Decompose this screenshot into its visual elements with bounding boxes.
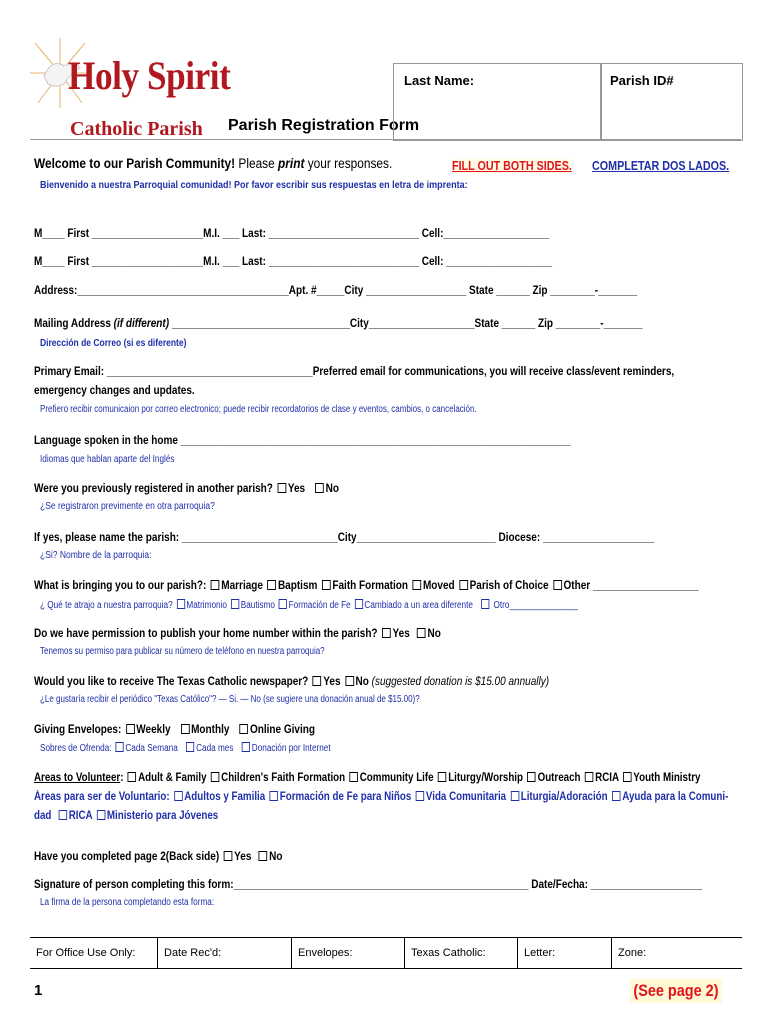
faith-formation-checkbox[interactable]: [322, 580, 331, 590]
logo-holy-spirit: Holy Spirit: [68, 53, 231, 98]
cambiado-checkbox[interactable]: [355, 599, 363, 609]
office-zone[interactable]: Zone:: [618, 947, 647, 959]
formacion-ninos-checkbox[interactable]: [270, 791, 279, 801]
welcome-bold: Welcome to our Parish Community!: [34, 156, 236, 171]
otro-checkbox[interactable]: [481, 599, 489, 609]
parish-id-label: Parish ID#: [610, 73, 674, 88]
volunteer-spanish-line: Áreas para ser de Voluntario: Adultos y Familia Formación de Fe para Niños Vida Comunitaria Liturgia/Adoración Ayuda para la Comuni-: [34, 791, 729, 803]
moved-checkbox[interactable]: [413, 580, 422, 590]
bringing-spanish: ¿ Qué te atrajo a nuestra parroquia? Matrimonio Bautismo Formación de Fe Cambiado a un area diferente Otro_______________: [40, 600, 578, 611]
last-name-label: Last Name:: [404, 73, 475, 88]
donacion-checkbox[interactable]: [242, 742, 250, 752]
formacion-checkbox[interactable]: [279, 599, 287, 609]
baptism-checkbox[interactable]: [267, 580, 276, 590]
giving-envelopes-line: Giving Envelopes: Weekly Monthly Online Giving: [34, 724, 316, 736]
signature-line[interactable]: Signature of person completing this form:_____________________________________________________ Date/Fecha: ____________________: [34, 879, 703, 891]
primary-email-line-2: emergency changes and updates.: [34, 385, 195, 397]
page2-yes-checkbox[interactable]: [224, 851, 233, 861]
matrimonio-checkbox[interactable]: [177, 599, 185, 609]
bringing-line: What is bringing you to our parish?: Marriage Baptism Faith Formation Moved Parish of Choice Other ___________________: [34, 580, 699, 592]
form-title: Parish Registration Form: [228, 117, 420, 134]
fill-out-both-sides: FILL OUT BOTH SIDES.: [452, 159, 572, 173]
newspaper-line: Would you like to receive The Texas Catholic newspaper? Yes No (suggested donation is $15.00 annually): [34, 676, 550, 688]
volunteer-line: Areas to Volunteer: Adult & Family Children's Faith Formation Community Life Liturgy/Worship Outreach RCIA Youth Ministry: [34, 772, 701, 784]
office-envelopes[interactable]: Envelopes:: [292, 938, 405, 968]
volunteer-spanish-line-2: dad RICA Ministerio para Jóvenes: [34, 810, 219, 822]
address-line[interactable]: Address:______________________________________Apt. #_____City __________________ State ______ Zip ________-_______: [34, 285, 638, 297]
mailing-address-line[interactable]: Mailing Address (if different) ________________________________City___________________State ______ Zip ________-_______: [34, 318, 643, 330]
marriage-checkbox[interactable]: [211, 580, 220, 590]
publish-yes-checkbox[interactable]: [382, 628, 391, 638]
adult-family-checkbox[interactable]: [128, 772, 137, 782]
cada-semana-checkbox[interactable]: [115, 742, 123, 752]
header-rule: [30, 139, 741, 140]
parish-name-spanish: ¿Si? Nombre de la parroquia:: [40, 550, 152, 561]
publish-spanish: Tenemos su permiso para publicar su número de teléfono en nuestra parroquia?: [40, 646, 325, 657]
newspaper-yes-checkbox[interactable]: [313, 676, 322, 686]
mailing-spanish: Dirección de Correo (si es diferente): [40, 338, 187, 349]
prev-reg-no-checkbox[interactable]: [315, 483, 324, 493]
parish-of-choice-checkbox[interactable]: [459, 580, 468, 590]
signature-spanish: La firma de la persona completando esta forma:: [40, 897, 215, 908]
welcome-spanish: Bienvenido a nuestra Parroquial comunidad! Por favor escribir sus respuestas en letra de imprenta:: [40, 180, 468, 191]
language-spanish: Idiomas que hablan aparte del Inglés: [40, 454, 175, 465]
print-emphasis: print: [278, 156, 305, 171]
other-checkbox[interactable]: [553, 580, 562, 590]
language-line[interactable]: Language spoken in the home ______________________________________________________________________: [34, 435, 571, 447]
weekly-checkbox[interactable]: [126, 724, 135, 734]
name-line-2[interactable]: M____ First ____________________M.I. ___ Last: ___________________________ Cell: ___________________: [34, 256, 552, 268]
publish-no-checkbox[interactable]: [417, 628, 426, 638]
page2-no-checkbox[interactable]: [259, 851, 268, 861]
see-page-2: (See page 2): [630, 979, 722, 1003]
online-giving-checkbox[interactable]: [240, 724, 249, 734]
community-life-checkbox[interactable]: [350, 772, 359, 782]
ministerio-checkbox[interactable]: [97, 810, 105, 820]
office-letter[interactable]: Letter:: [518, 938, 612, 968]
prev-reg-yes-checkbox[interactable]: [277, 483, 286, 493]
ayuda-checkbox[interactable]: [612, 791, 621, 801]
vida-comunitaria-checkbox[interactable]: [416, 791, 425, 801]
outreach-checkbox[interactable]: [527, 772, 536, 782]
rcia-checkbox[interactable]: [585, 772, 594, 782]
publish-permission-line: Do we have permission to publish your home number within the parish? Yes No: [34, 628, 441, 640]
envelopes-spanish: Sobres de Ofrenda: Cada Semana Cada mes Donación por Internet: [40, 743, 331, 754]
office-texas-catholic[interactable]: Texas Catholic:: [405, 938, 518, 968]
name-line-1[interactable]: M____ First ____________________M.I. ___ Last: ___________________________ Cell:___________________: [34, 228, 550, 240]
previously-registered-line: Were you previously registered in another parish? Yes No: [34, 483, 339, 495]
liturgy-checkbox[interactable]: [438, 772, 447, 782]
logo-catholic-parish: Catholic Parish: [70, 118, 203, 140]
logo: [30, 30, 231, 145]
newspaper-spanish: ¿Le gustaría recibir el periódico "Texas Católico"? — Si. — No (se sugiere una donación anual de $15.00)?: [40, 694, 420, 705]
completar-dos-lados: COMPLETAR DOS LADOS.: [592, 159, 730, 173]
liturgia-checkbox[interactable]: [511, 791, 520, 801]
rica-checkbox[interactable]: [59, 810, 68, 820]
prev-reg-spanish: ¿Se registraron previmente en otra parroquia?: [40, 501, 215, 512]
parish-name-line[interactable]: If yes, please name the parish: ____________________________City_________________________ Diocese: ____________________: [34, 532, 655, 544]
primary-email-line[interactable]: Primary Email: _____________________________________Preferred email for communications, you will receive class/event reminders,: [34, 366, 675, 378]
youth-ministry-checkbox[interactable]: [623, 772, 632, 782]
office-date-recd[interactable]: Date Rec'd:: [158, 938, 292, 968]
newspaper-no-checkbox[interactable]: [345, 676, 354, 686]
email-spanish: Prefiero recibir comunicaion por correo electronico; puede recibir recordatorios de clase y eventos, cambios, o cancelación.: [40, 404, 477, 415]
office-use-label: For Office Use Only:: [30, 938, 158, 968]
office-use-table: [30, 937, 742, 969]
childrens-faith-checkbox[interactable]: [211, 772, 220, 782]
monthly-checkbox[interactable]: [181, 724, 190, 734]
welcome-line: Welcome to our Parish Community! Please print your responses.: [34, 156, 393, 171]
bautismo-checkbox[interactable]: [231, 599, 239, 609]
page-number: 1: [34, 982, 43, 999]
adultos-checkbox[interactable]: [174, 791, 183, 801]
page2-completed-line: Have you completed page 2(Back side) Yes No: [34, 851, 283, 863]
cada-mes-checkbox[interactable]: [186, 742, 194, 752]
